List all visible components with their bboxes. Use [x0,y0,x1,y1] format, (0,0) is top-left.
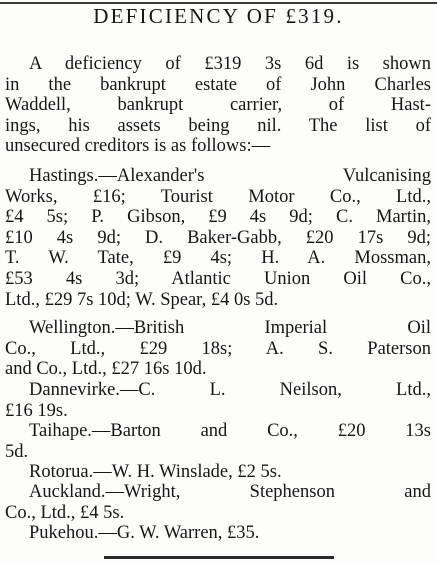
text-line: Auckland.—Wright, Stephenson and [29,482,431,502]
creditors-auckland-paragraph [5,482,431,523]
text-line: unsecured creditors is as follows:— [5,136,271,157]
text-line: Co., Ltd., £29 18s; A. S. Paterson [5,338,431,359]
text-line: A deficiency of £319 3s 6d is shown [29,54,431,74]
text-line: £10 4s 9d; D. Baker-Gabb, £20 17s 9d; [5,227,431,248]
text-line: Pukehou.—G. W. Warren, £35. [29,523,260,543]
text-line: Waddell, bankrupt carrier, of Hast- [5,95,431,116]
creditors-wellington-paragraph [5,318,431,380]
text-line: in the bankrupt estate of John Charles [5,74,431,95]
text-line: 5d. [5,441,29,462]
creditors-hastings-paragraph [5,166,431,310]
end-of-article-rule [104,556,334,559]
creditors-taihape-paragraph [5,421,431,462]
creditors-dannevirke-paragraph [5,380,431,421]
text-line: Wellington.—British Imperial Oil [29,318,431,338]
text-line: Works, £16; Tourist Motor Co., Ltd., [5,186,431,207]
text-line: £53 4s 3d; Atlantic Union Oil Co., [5,268,431,289]
intro-paragraph [5,54,431,157]
creditors-pukehou-paragraph [5,523,431,544]
text-line: £4 5s; P. Gibson, £9 4s 9d; C. Martin, [5,207,431,228]
text-line: Ltd., £29 7s 10d; W. Spear, £4 0s 5d. [5,289,279,310]
text-line: and Co., Ltd., £27 16s 10d. [5,359,207,380]
text-line: Taihape.—Barton and Co., £20 13s [29,421,431,441]
text-line: Co., Ltd., £4 5s. [5,502,125,523]
text-line: Dannevirke.—C. L. Neilson, Ltd., [29,380,431,400]
text-line: T. W. Tate, £9 4s; H. A. Mossman, [5,248,431,269]
text-line: ings, his assets being nil. The list of [5,115,431,136]
text-line: Rotorua.—W. H. Winslade, £2 5s. [29,462,282,482]
article-headline: DEFICIENCY OF £319. [93,4,344,28]
text-line: £16 19s. [5,400,68,421]
text-line: Hastings.—Alexander's Vulcanising [29,166,431,186]
creditors-rotorua-paragraph [5,462,431,483]
